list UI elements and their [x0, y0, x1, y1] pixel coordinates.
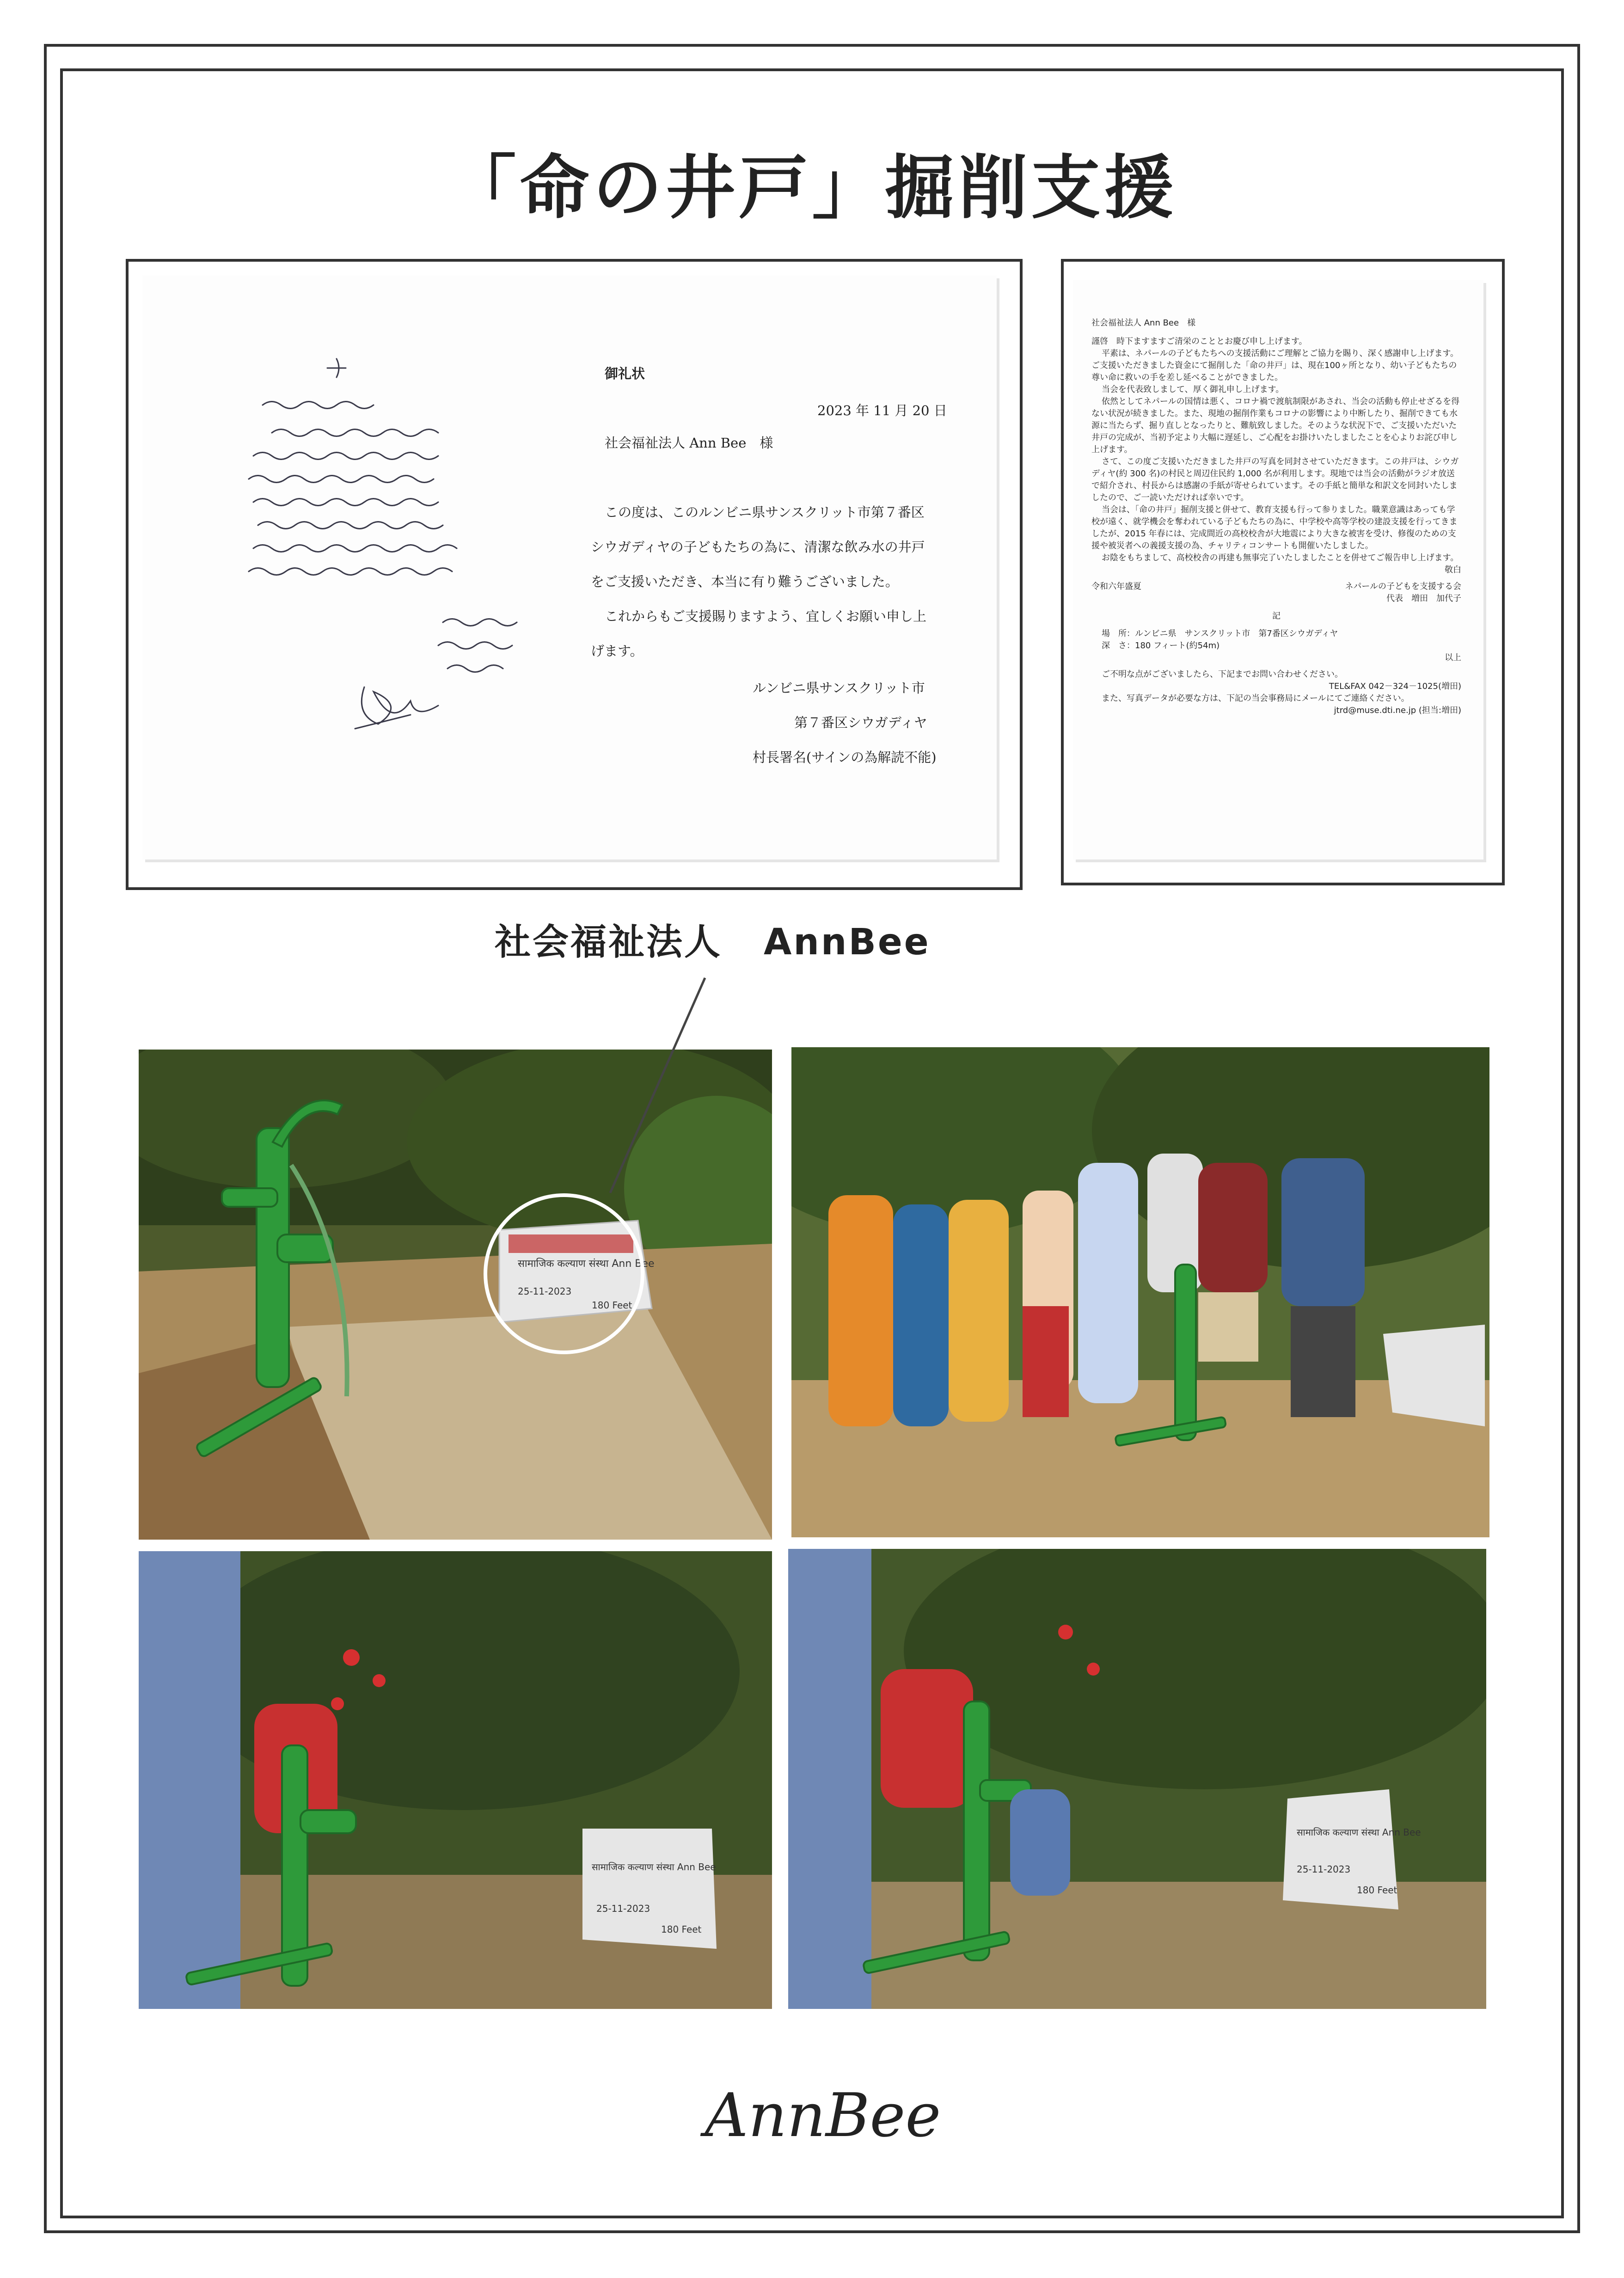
handwritten-nepali-letter [244, 354, 568, 770]
caption-name: AnnBee [764, 921, 931, 963]
report-signature [1091, 581, 1461, 593]
letter-heading: 御礼状 [605, 366, 645, 381]
letter-paper [142, 276, 997, 860]
handwriting-image [244, 354, 568, 770]
report-paragraph: 謹啓 時下ますますご清栄のこととお慶び申し上げます。 [1091, 337, 1307, 346]
page-title: 「命の井戸」掘削支援 [447, 148, 1177, 228]
report-paragraph: 当会は、「命の井戸」掘削支援と併せて、教育支援も行って参りました。職業意識はあっても学校が遠く、就学機会を奪われている子どもたちの為に、中学校や高等学校の建設支援を行ってきましたが、2015 年春には、完成間近の高校校舎が大地震により大きな被害を受け、修復のための支援や被災者への義援支援の為、チャリティコンサートも開催いたしました。 [1091, 505, 1458, 551]
report-paper [1073, 280, 1483, 860]
letter-addressee: 社会福祉法人 Ann Bee 様 [605, 435, 773, 451]
caption-org: 社会福祉法人 [495, 921, 723, 963]
plaque-line: सामाजिक कल्याण संस्था Ann Bee [1297, 1827, 1421, 1838]
report-contact: ご不明な点がございましたら、下記までお問い合わせください。 [1102, 669, 1343, 679]
plaque-depth: 180 Feet [592, 1300, 632, 1311]
letter-body-line: をご支援いただき、本当に有り難うございました。 [591, 574, 899, 589]
plaque-date: 25-11-2023 [1297, 1864, 1351, 1875]
report-ki: 記 [1272, 611, 1281, 621]
report-org: ネパールの子どもを支援する会 [1345, 582, 1461, 591]
report-paragraph: さて、この度ご支援いただきました井戸の写真を同封させていただきます。この井戸は、シウガディヤ(約 300 名)の村民と周辺住民約 1,000 名が利用します。現地では当会の活動がラジオ放送で紹介され、村長からは感謝の手紙が寄せられています。その手紙と簡単な和訳文を同封いたしましたので、ご一読いただければ幸いです。 [1091, 457, 1459, 503]
letter-sender: ルンビニ県サンスクリット市 [753, 680, 925, 696]
letter-sender: 第７番区シウガディヤ [794, 715, 927, 731]
report-closing: 敬白 [1445, 565, 1461, 575]
thank-you-letter-scan [126, 259, 1023, 890]
plaque-depth: 180 Feet [1357, 1885, 1397, 1896]
report-addressee: 社会福祉法人 Ann Bee 様 [1091, 318, 1196, 328]
plaque-date: 25-11-2023 [596, 1903, 650, 1914]
photo-pump-plaque [139, 1050, 772, 1540]
report-depth: 深 さ：180 フィート(約54m) [1102, 641, 1220, 651]
report-representative: 代表 増田 加代子 [1386, 594, 1461, 603]
letter-body-line: シウガディヤの子どもたちの為に、清潔な飲み水の井戸 [591, 539, 925, 555]
report-paragraph: 平素は、ネパールの子どもたちへの支援活動にご理解とご協力を賜り、深く感謝申し上げます。ご支援いただきました資金にて掘削した「命の井戸」は、現在100ヶ所となり、幼い子どもたちの尊い命に救いの手を差し延べることができました。 [1091, 349, 1459, 382]
report-contact: また、写真データが必要な方は、下記の当会事務局にメールにてご連絡ください。 [1102, 694, 1410, 703]
report-text [1091, 317, 1461, 717]
letter-date: 2023 年 11 月 20 日 [817, 403, 947, 418]
letter-body-line: げます。 [591, 643, 643, 659]
report-ijou: 以上 [1445, 653, 1461, 663]
report-letter-scan [1061, 259, 1505, 885]
plaque-line: सामाजिक कल्याण संस्था Ann Bee [518, 1258, 655, 1270]
plaque-depth: 180 Feet [661, 1924, 702, 1935]
report-date: 令和六年盛夏 [1091, 582, 1141, 591]
photo-pumping-water [139, 1551, 772, 2009]
letter-body-line: この度は、このルンビニ県サンスクリット市第７番区 [605, 504, 925, 520]
plaque-date: 25-11-2023 [518, 1286, 572, 1297]
photo-1-image [139, 1050, 772, 1540]
report-contact-tel: TEL&FAX 042－324－1025(増田) [1329, 682, 1461, 691]
letter-body-line: これからもご支援賜りますよう、宜しくお願い申し上 [605, 608, 927, 624]
annbee-logo [656, 2071, 989, 2164]
plaque-line: सामाजिक कल्याण संस्था Ann Bee [592, 1861, 716, 1873]
photo-4-image [788, 1549, 1486, 2009]
report-paragraph: 依然としてネパールの国情は悪く、コロナ禍で渡航制限があされ、当会の活動も停止せざるを得ない状況が続きました。また、現地の掘削作業もコロナの影響により中断したり、掘削できても水源に当たらず、掘り直しとなったりと、難航致しました。そのような状況下で、ご支援いただいた井戸の完成が、当初予定より大幅に遅延し、ご心配をお掛けいたしましたことを心よりお詫び申し上げます。 [1091, 397, 1460, 454]
report-paragraph: お陰をもちまして、高校校舎の再建も無事完了いたしましたことを併せてご報告申し上げます。 [1102, 553, 1459, 563]
report-location: 場 所：ルンビニ県 サンスクリット市 第7番区シウガディヤ [1102, 629, 1338, 639]
logo-text: AnnBee [705, 2080, 941, 2150]
report-paragraph: 当会を代表致しまして、厚く御礼申し上げます。 [1102, 385, 1284, 394]
photo-villagers-group [791, 1047, 1489, 1537]
letter-sender: 村長署名(サインの為解読不能) [753, 749, 937, 765]
photo-child-drinking [788, 1549, 1486, 2009]
photo-2-image [791, 1047, 1489, 1537]
report-contact-email: jtrd@muse.dti.ne.jp (担当:増田) [1334, 706, 1461, 715]
plaque-caption [495, 913, 931, 965]
photo-3-image [139, 1551, 772, 2009]
